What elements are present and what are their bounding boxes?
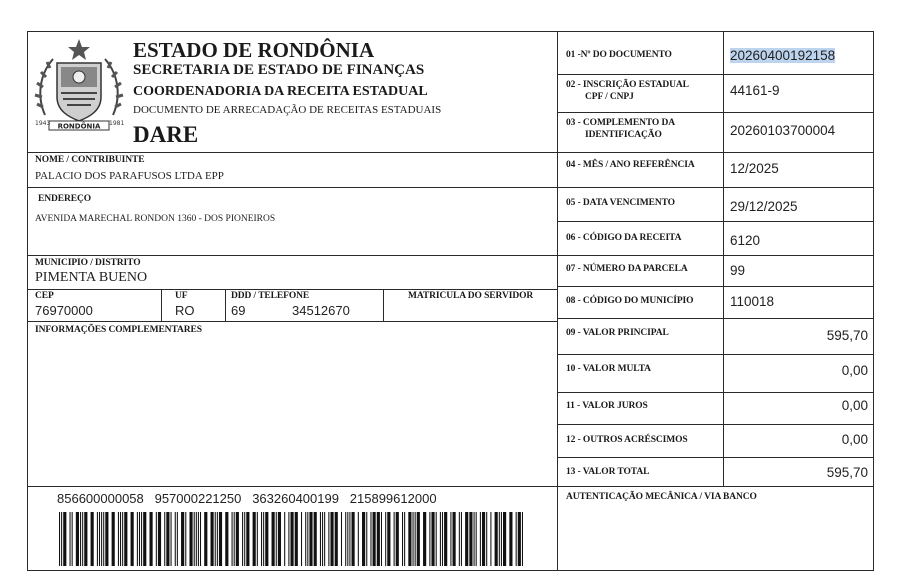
barcode-bar	[415, 512, 416, 566]
barcode-bar	[440, 512, 441, 566]
barcode-bar	[349, 512, 350, 566]
barcode-bar	[257, 512, 258, 566]
barcode-bar	[76, 512, 79, 566]
barcode-bar	[242, 512, 243, 566]
barcode-bar	[261, 512, 262, 566]
grid-line	[161, 289, 162, 321]
barcode-bar	[503, 512, 506, 566]
barcode-bar	[215, 512, 216, 566]
field-03-sublabel: IDENTIFICAÇÃO	[585, 130, 662, 140]
header-coordination: COORDENADORIA DA RECEITA ESTADUAL	[133, 84, 428, 99]
barcode-bar	[469, 512, 472, 566]
header-state: ESTADO DE RONDÔNIA	[133, 38, 375, 62]
field-13-value: 595,70	[826, 465, 868, 480]
barcode-bar	[177, 512, 178, 566]
barcode-bar	[480, 512, 481, 566]
barcode-bar	[204, 512, 207, 566]
barcode-bar	[272, 512, 275, 566]
field-10-value: 0,00	[841, 363, 868, 378]
barcode-bar	[164, 512, 165, 566]
barcode-bar	[307, 512, 308, 566]
barcode-bar	[509, 512, 512, 566]
barcode-bar	[309, 512, 312, 566]
barcode-bar	[358, 512, 359, 566]
endereco-value: AVENIDA MARECHAL RONDON 1360 - DOS PIONEIROS	[35, 214, 276, 224]
info-label: INFORMAÇÕES COMPLEMENTARES	[35, 325, 202, 335]
grid-line	[557, 457, 874, 458]
grid-line	[557, 392, 874, 393]
barcode-bar	[91, 512, 94, 566]
barcode-bar	[244, 512, 245, 566]
barcode-bar	[166, 512, 169, 566]
barcode-bar	[490, 512, 491, 566]
barcode-bar	[314, 512, 317, 566]
header-secretariat: SECRETARIA DE ESTADO DE FINANÇAS	[133, 62, 425, 78]
barcode-bar	[59, 512, 60, 566]
field-06-value: 6120	[730, 233, 761, 248]
barcode-bar	[143, 512, 146, 566]
barcode-bar	[330, 512, 333, 566]
field-02-value: 44161-9	[730, 83, 780, 98]
field-05-label: 05 - DATA VENCIMENTO	[566, 198, 675, 208]
header-acronym: DARE	[133, 122, 199, 147]
field-07-value: 99	[730, 263, 746, 278]
barcode-bar	[394, 512, 395, 566]
grid-line	[557, 318, 874, 319]
barcode-bar	[80, 512, 81, 566]
barcode-bar	[290, 512, 293, 566]
uf-value: RO	[175, 303, 195, 318]
barcode-bar	[246, 512, 249, 566]
barcode-bar	[118, 512, 119, 566]
barcode-bar	[396, 512, 399, 566]
barcode-bar	[139, 512, 140, 566]
barcode-bar	[501, 512, 502, 566]
barcode-bar	[105, 512, 108, 566]
field-08-value: 110018	[730, 294, 775, 309]
barcode-bar	[522, 512, 523, 566]
barcode-bar	[347, 512, 348, 566]
uf-label: UF	[175, 291, 188, 301]
grid-line	[723, 31, 724, 486]
header-doc-type: DOCUMENTO DE ARRECADAÇÃO DE RECEITAS ESTADUAIS	[133, 104, 442, 116]
barcode-bar	[402, 512, 403, 566]
barcode-bar	[217, 512, 218, 566]
barcode-bar	[124, 512, 127, 566]
barcode-bar	[322, 512, 323, 566]
document-number-selected: 20260400192158	[730, 48, 836, 63]
barcode-bar	[495, 512, 498, 566]
barcode-bar	[103, 512, 104, 566]
barcode-bar	[499, 512, 500, 566]
grid-line	[27, 187, 557, 188]
barcode-bar	[377, 512, 380, 566]
cep-value: 76970000	[35, 303, 93, 318]
barcode-bar	[70, 512, 71, 566]
barcode-bar	[225, 512, 228, 566]
grid-line	[557, 221, 874, 222]
barcode-bar	[196, 512, 197, 566]
barcode-bar	[341, 512, 342, 566]
barcode-bar	[99, 512, 100, 566]
matricula-label: MATRICULA DO SERVIDOR	[408, 291, 534, 301]
barcode-bar	[335, 512, 338, 566]
barcode-bar	[63, 512, 66, 566]
barcode-bar	[158, 512, 161, 566]
barcode-bar	[442, 512, 443, 566]
barcode-bar	[72, 512, 73, 566]
grid-line	[557, 424, 874, 425]
telefone-ddd: 69	[231, 303, 246, 318]
endereco-label: ENDEREÇO	[38, 194, 92, 204]
field-06-label: 06 - CÓDIGO DA RECEITA	[566, 233, 682, 243]
grid-line	[557, 255, 874, 256]
crest-left-year: 1943	[35, 120, 51, 127]
field-12-value: 0,00	[841, 432, 868, 447]
barcode-bar	[417, 512, 420, 566]
barcode-bar	[141, 512, 142, 566]
grid-line	[27, 152, 557, 153]
barcode-bar	[459, 512, 460, 566]
barcode-bar	[436, 512, 437, 566]
barcode-bar	[265, 512, 268, 566]
barcode-digits: 856600000058 957000221250 363260400199 215899612000	[57, 491, 437, 506]
grid-line	[27, 289, 557, 290]
field-02-sublabel: CPF / CNPJ	[585, 92, 634, 102]
barcode-bar	[431, 512, 434, 566]
field-03-label: 03 - COMPLEMENTO DA	[566, 118, 676, 128]
crest-banner-text: RONDÔNIA	[57, 122, 101, 131]
barcode-bar	[194, 512, 195, 566]
grid-line	[383, 289, 384, 321]
field-08-label: 08 - CÓDIGO DO MUNICÍPIO	[566, 296, 694, 306]
barcode-bar	[453, 512, 456, 566]
barcode-bar	[131, 512, 134, 566]
grid-line	[557, 187, 874, 188]
field-09-value: 595,70	[826, 328, 868, 343]
barcode-bar	[120, 512, 121, 566]
barcode-bar	[122, 512, 123, 566]
municipio-label: MUNICIPIO / DISTRITO	[35, 258, 141, 268]
barcode-bar	[200, 512, 201, 566]
barcode-bar	[101, 512, 102, 566]
barcode-bar	[423, 512, 426, 566]
barcode-bar	[366, 512, 367, 566]
barcode-bar	[185, 512, 186, 566]
barcode-bar	[305, 512, 306, 566]
barcode-bar	[370, 512, 371, 566]
barcode-bar	[444, 512, 447, 566]
barcode-bar	[429, 512, 430, 566]
autenticacao-label: AUTENTICAÇÃO MECÂNICA / VIA BANCO	[566, 492, 757, 502]
field-13-label: 13 - VALOR TOTAL	[566, 467, 650, 477]
barcode-bar	[253, 512, 256, 566]
barcode-bar	[301, 512, 302, 566]
barcode-bar	[362, 512, 365, 566]
grid-line	[27, 255, 557, 256]
barcode-bar	[328, 512, 329, 566]
field-04-value: 12/2025	[730, 161, 779, 176]
grid-line	[557, 354, 874, 355]
field-01-label: 01 -Nº DO DOCUMENTO	[566, 50, 672, 60]
barcode-bar	[82, 512, 83, 566]
crest-right-year: 1981	[109, 120, 125, 127]
contribuinte-value: PALACIO DOS PARAFUSOS LTDA EPP	[35, 170, 224, 182]
grid-line	[27, 321, 557, 322]
barcode-bar	[156, 512, 157, 566]
barcode-bar	[373, 512, 376, 566]
barcode-bar	[181, 512, 184, 566]
barcode-bar	[408, 512, 411, 566]
barcode-bar	[320, 512, 321, 566]
barcode-bar	[236, 512, 239, 566]
barcode-bar	[413, 512, 414, 566]
barcode-bar	[404, 512, 405, 566]
cep-label: CEP	[35, 291, 54, 301]
barcode-bar	[345, 512, 346, 566]
barcode-bar	[516, 512, 517, 566]
barcode-bar	[189, 512, 192, 566]
barcode-graphic	[59, 512, 523, 566]
barcode-bar	[276, 512, 277, 566]
barcode-bar	[381, 512, 382, 566]
barcode-bar	[263, 512, 264, 566]
barcode-bar	[486, 512, 487, 566]
barcode-bar	[476, 512, 477, 566]
field-02-label: 02 - INSCRIÇÃO ESTADUAL	[566, 80, 689, 90]
contribuinte-label: NOME / CONTRIBUINTE	[35, 155, 145, 165]
barcode-bar	[137, 512, 138, 566]
telefone-label: DDD / TELEFONE	[231, 291, 310, 301]
field-10-label: 10 - VALOR MULTA	[566, 364, 651, 374]
field-05-value: 29/12/2025	[730, 199, 798, 214]
grid-line	[27, 486, 874, 487]
barcode-bar	[465, 512, 468, 566]
barcode-bar	[112, 512, 115, 566]
barcode-bar	[284, 512, 285, 566]
municipio-value: PIMENTA BUENO	[35, 270, 148, 285]
grid-line	[225, 289, 226, 321]
field-11-value: 0,00	[841, 398, 868, 413]
field-11-label: 11 - VALOR JUROS	[566, 401, 648, 411]
field-12-label: 12 - OUTROS ACRÉSCIMOS	[566, 435, 688, 445]
field-01-value	[730, 48, 835, 63]
barcode-bar	[97, 512, 98, 566]
telefone-number: 34512670	[292, 303, 350, 318]
field-03-value: 20260103700004	[730, 123, 836, 138]
barcode-bar	[324, 512, 325, 566]
barcode-bar	[234, 512, 235, 566]
barcode-bar	[387, 512, 390, 566]
rondonia-crest-icon	[31, 37, 127, 137]
barcode-bar	[149, 512, 152, 566]
barcode-bar	[175, 512, 176, 566]
field-04-label: 04 - MÊS / ANO REFERÊNCIA	[566, 160, 695, 170]
barcode-bar	[211, 512, 214, 566]
barcode-bar	[288, 512, 289, 566]
barcode-bar	[461, 512, 462, 566]
barcode-bar	[482, 512, 485, 566]
grid-line	[557, 152, 874, 153]
field-09-label: 09 - VALOR PRINCIPAL	[566, 328, 669, 338]
barcode-bar	[385, 512, 386, 566]
barcode-bar	[450, 512, 451, 566]
barcode-bar	[198, 512, 199, 566]
barcode-bar	[232, 512, 233, 566]
barcode-bar	[84, 512, 87, 566]
grid-line	[557, 286, 874, 287]
barcode-bar	[61, 512, 62, 566]
field-07-label: 07 - NÚMERO DA PARCELA	[566, 264, 688, 274]
barcode-bar	[295, 512, 298, 566]
barcode-bar	[278, 512, 281, 566]
barcode-bar	[518, 512, 521, 566]
grid-line	[557, 74, 874, 75]
barcode-bar	[352, 512, 355, 566]
barcode-bar	[219, 512, 222, 566]
grid-line	[557, 112, 874, 113]
barcode-bar	[171, 512, 172, 566]
barcode-bar	[474, 512, 475, 566]
